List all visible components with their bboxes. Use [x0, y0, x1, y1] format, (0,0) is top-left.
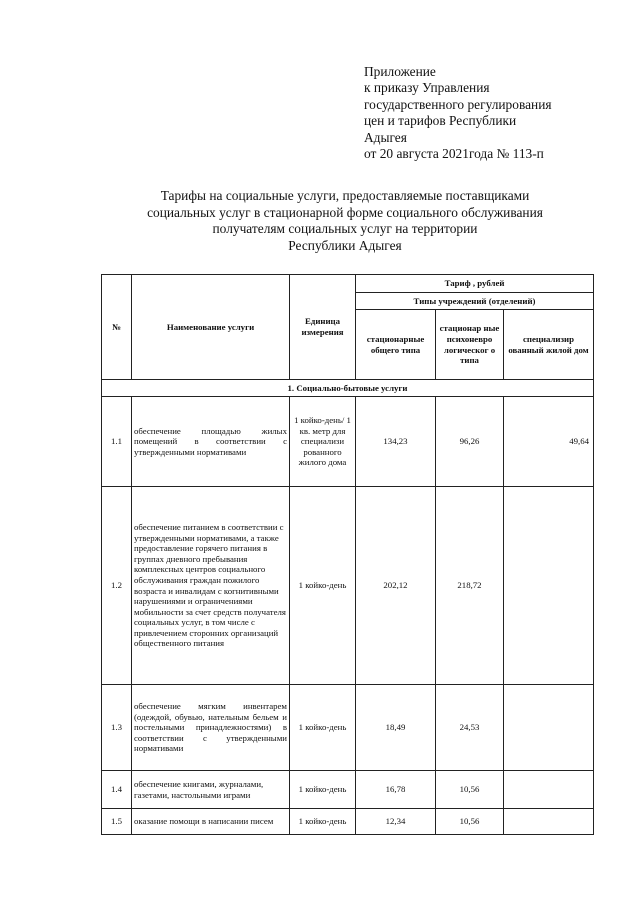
row-value-special [504, 809, 594, 835]
row-value-psycho: 24,53 [436, 685, 504, 771]
row-value-general: 202,12 [356, 487, 436, 685]
header-name: Наименование услуги [132, 275, 290, 380]
appendix-line: цен и тарифов Республики [364, 113, 517, 129]
row-name: обеспечение питанием в соответствии с утвержденными нормативами, а также предоставление горячего питания в группах дневного пребывания комплексных центров социального обслуживания граждан пожилого возраста и инвалидам с когнитивными нарушениями и ограничениями мобильности за счет средств получателя социальных услуг, в том числе с привлечением сторонних организаций общественного питания [132, 487, 290, 685]
row-unit: 1 койко-день [290, 809, 356, 835]
appendix-line: Адыгея [364, 129, 407, 145]
row-num: 1.2 [102, 487, 132, 685]
document-title [100, 188, 590, 254]
row-value-general: 18,49 [356, 685, 436, 771]
row-value-psycho: 218,72 [436, 487, 504, 685]
header-col-psycho: стационар ные психоневро логическог о типа [436, 310, 504, 380]
row-num: 1.1 [102, 397, 132, 487]
table-row [102, 685, 594, 771]
row-value-psycho: 96,26 [436, 397, 504, 487]
table-row [102, 397, 594, 487]
row-num: 1.3 [102, 685, 132, 771]
row-name: оказание помощи в написании писем [132, 809, 290, 835]
table-row [102, 809, 594, 835]
appendix-block [364, 64, 604, 162]
row-value-special [504, 487, 594, 685]
row-num: 1.5 [102, 809, 132, 835]
appendix-line: к приказу Управления [364, 80, 490, 96]
header-types: Типы учреждений (отделений) [356, 293, 594, 310]
header-col-general: стационарные общего типа [356, 310, 436, 380]
row-unit: 1 койко-день [290, 771, 356, 809]
row-value-general: 16,78 [356, 771, 436, 809]
row-value-special [504, 771, 594, 809]
title-line: Республики Адыгея [288, 237, 402, 253]
row-name: обеспечение площадью жилых помещений в соответствии с утвержденными нормативами [132, 397, 290, 487]
row-value-general: 134,23 [356, 397, 436, 487]
appendix-line: от 20 августа 2021года № 113-п [364, 146, 544, 162]
table-row [102, 487, 594, 685]
row-unit: 1 койко-день [290, 487, 356, 685]
title-line: получателям социальных услуг на территории [212, 221, 478, 237]
tariffs-table [101, 274, 594, 835]
row-value-special: 49,64 [504, 397, 594, 487]
appendix-line: государственного регулирования [364, 96, 552, 112]
row-num: 1.4 [102, 771, 132, 809]
appendix-line: Приложение [364, 64, 436, 79]
title-line: Тарифы на социальные услуги, предоставляемые поставщиками [160, 188, 530, 203]
table-row [102, 771, 594, 809]
section-row [102, 380, 594, 397]
header-tariff: Тариф , рублей [356, 275, 594, 293]
row-unit: 1 койко-день [290, 685, 356, 771]
title-line: социальных услуг в стационарной форме социального обслуживания [147, 204, 543, 220]
row-name: обеспечение мягким инвентарем (одеждой, обувью, нательным бельем и постельными принадлежностями) в соответствии с утвержденными нормативами [132, 685, 290, 771]
row-name: обеспечение книгами, журналами, газетами, настольными играми [132, 771, 290, 809]
header-num: № [102, 275, 132, 380]
row-unit: 1 койко-день/ 1 кв. метр для специализи рованного жилого дома [290, 397, 356, 487]
row-value-special [504, 685, 594, 771]
header-col-special: специализир ованный жилой дом [504, 310, 594, 380]
row-value-psycho: 10,56 [436, 771, 504, 809]
section-title: 1. Социально-бытовые услуги [102, 380, 594, 397]
row-value-general: 12,34 [356, 809, 436, 835]
header-unit: Единица измерения [290, 275, 356, 380]
row-value-psycho: 10,56 [436, 809, 504, 835]
